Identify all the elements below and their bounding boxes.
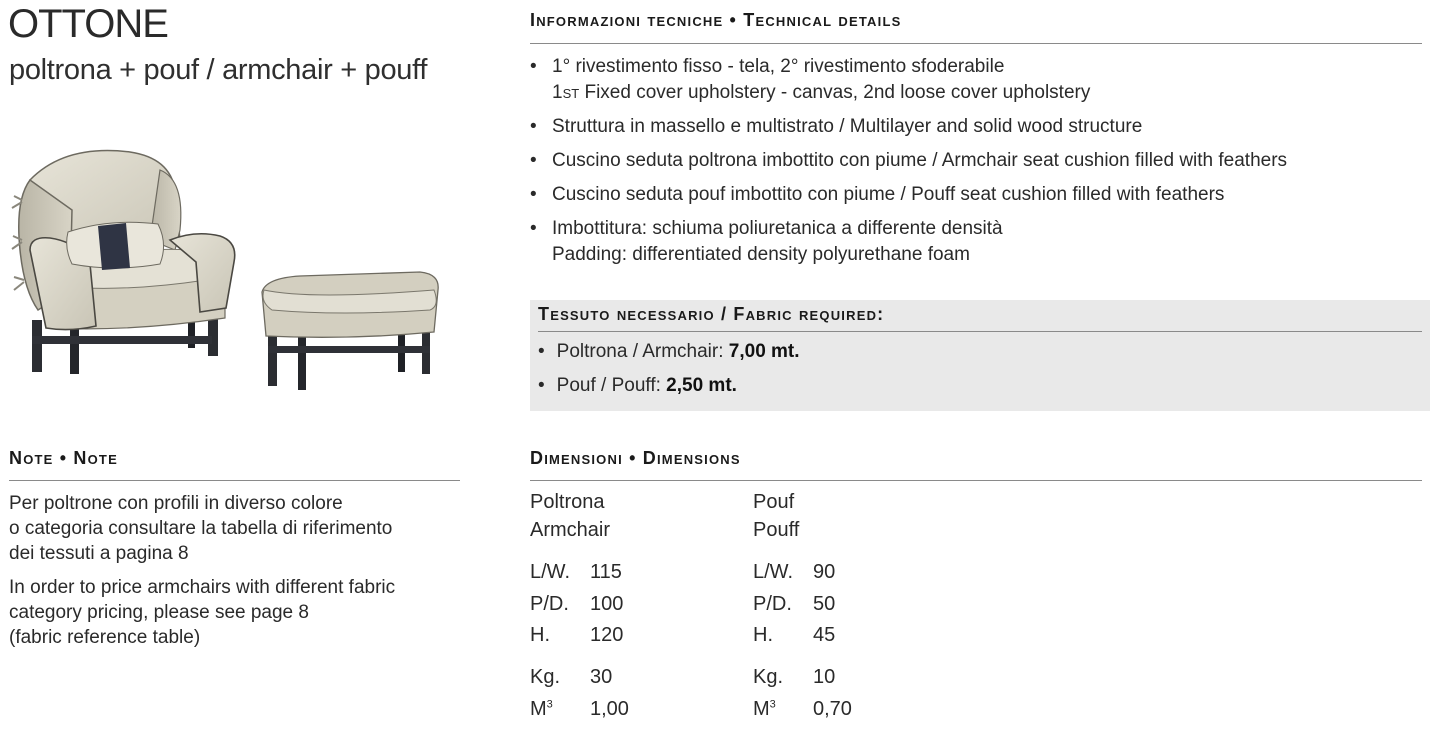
bullet-icon: • — [530, 150, 537, 171]
tech-item-line-en: Padding: differentiated density polyurethane foam — [552, 244, 970, 265]
dimension-label — [530, 698, 553, 721]
bullet-icon: • — [538, 375, 545, 396]
fabric-required-panel — [530, 300, 1430, 411]
tech-item-line-it: 1° rivestimento fisso - tela, 2° rivestimento sfoderabile — [552, 56, 1005, 77]
notes-divider — [9, 480, 460, 481]
notes-italian — [9, 491, 392, 566]
dimension-name-it: Pouf — [753, 491, 795, 513]
note-line: In order to price armchairs with different fabric — [9, 577, 396, 598]
dimension-label-text: M — [753, 698, 770, 720]
tech-item-line: Struttura in massello e multistrato / Multilayer and solid wood structure — [552, 116, 1143, 137]
bullet-icon: • — [530, 184, 537, 205]
dimension-label: P/D. — [530, 593, 569, 615]
dimension-label — [753, 698, 776, 721]
bullet-icon: • — [530, 218, 537, 239]
ordinal-prefix: 1st — [552, 82, 580, 103]
tech-item-line-it: Imbottitura: schiuma poliuretanica a differente densità — [552, 218, 1003, 239]
notes-english — [9, 575, 395, 650]
dimensions-divider — [530, 480, 1422, 481]
technical-details-divider — [530, 43, 1422, 44]
tech-item-armchair-cushion — [530, 148, 1410, 174]
dimension-value: 50 — [813, 593, 836, 615]
tech-item-line-en — [552, 80, 1410, 106]
dimension-label-sup: 3 — [769, 698, 776, 711]
tech-item-line: Cuscino seduta pouf imbottito con piume / Pouff seat cushion filled with feathers — [552, 184, 1225, 205]
pouff-illustration — [262, 272, 438, 390]
fabric-item-value: 7,00 mt. — [728, 341, 800, 362]
fabric-item-value: 2,50 mt. — [666, 375, 737, 396]
product-title: OTTONE — [8, 2, 168, 46]
bullet-icon: • — [538, 341, 545, 362]
note-line: (fabric reference table) — [9, 627, 201, 648]
dimension-label: L/W. — [753, 561, 794, 583]
tech-item-line-en-text: Fixed cover upholstery - canvas, 2nd loose cover upholstery — [579, 82, 1091, 103]
technical-details-header: Informazioni tecniche • Technical details — [530, 10, 902, 30]
dimension-label: Kg. — [753, 666, 784, 688]
fabric-item-armchair — [538, 341, 800, 363]
product-subtitle: poltrona + pouf / armchair + pouff — [9, 54, 428, 86]
note-line: dei tessuti a pagina 8 — [9, 543, 189, 564]
notes-header: Note • Note — [9, 448, 118, 468]
tech-item-padding — [530, 216, 1410, 268]
fabric-item-label: Poltrona / Armchair: — [556, 341, 729, 362]
bullet-icon: • — [530, 56, 537, 77]
armchair-illustration — [12, 151, 235, 374]
technical-details-list — [530, 54, 1410, 276]
tech-item-line: Cuscino seduta poltrona imbottito con piume / Armchair seat cushion filled with feathers — [552, 150, 1288, 171]
dimension-label: H. — [530, 624, 550, 646]
fabric-item-pouff — [538, 375, 737, 397]
note-line: o categoria consultare la tabella di riferimento — [9, 518, 393, 539]
dimension-label-sup: 3 — [546, 698, 553, 711]
dimension-name-en: Armchair — [530, 519, 611, 541]
dimension-label: Kg. — [530, 666, 561, 688]
dimension-name-it: Poltrona — [530, 491, 605, 513]
dimension-value: 120 — [590, 624, 624, 646]
dimension-label-text: M — [530, 698, 547, 720]
dimension-value: 0,70 — [813, 698, 852, 720]
dimension-name-en: Pouff — [753, 519, 800, 541]
bullet-icon: • — [530, 116, 537, 137]
dimension-value: 115 — [590, 561, 622, 583]
fabric-item-label: Pouf / Pouff: — [556, 375, 667, 396]
tech-item-covers — [530, 54, 1410, 106]
tech-item-structure — [530, 114, 1410, 140]
dimension-value: 10 — [813, 666, 836, 688]
product-image — [10, 140, 450, 400]
dimensions-header: Dimensioni • Dimensions — [530, 448, 741, 468]
dimension-label: P/D. — [753, 593, 792, 615]
dimension-value: 100 — [590, 593, 624, 615]
tech-item-pouff-cushion — [530, 182, 1410, 208]
dimension-value: 1,00 — [590, 698, 629, 720]
dimension-label: H. — [753, 624, 773, 646]
dimension-value: 30 — [590, 666, 613, 688]
note-line: Per poltrone con profili in diverso colore — [9, 493, 343, 514]
dimension-label: L/W. — [530, 561, 571, 583]
dimension-value: 45 — [813, 624, 836, 646]
dimension-value: 90 — [813, 561, 836, 583]
note-line: category pricing, please see page 8 — [9, 602, 309, 623]
fabric-required-divider — [538, 331, 1422, 332]
fabric-required-header: Tessuto necessario / Fabric required: — [538, 304, 885, 324]
